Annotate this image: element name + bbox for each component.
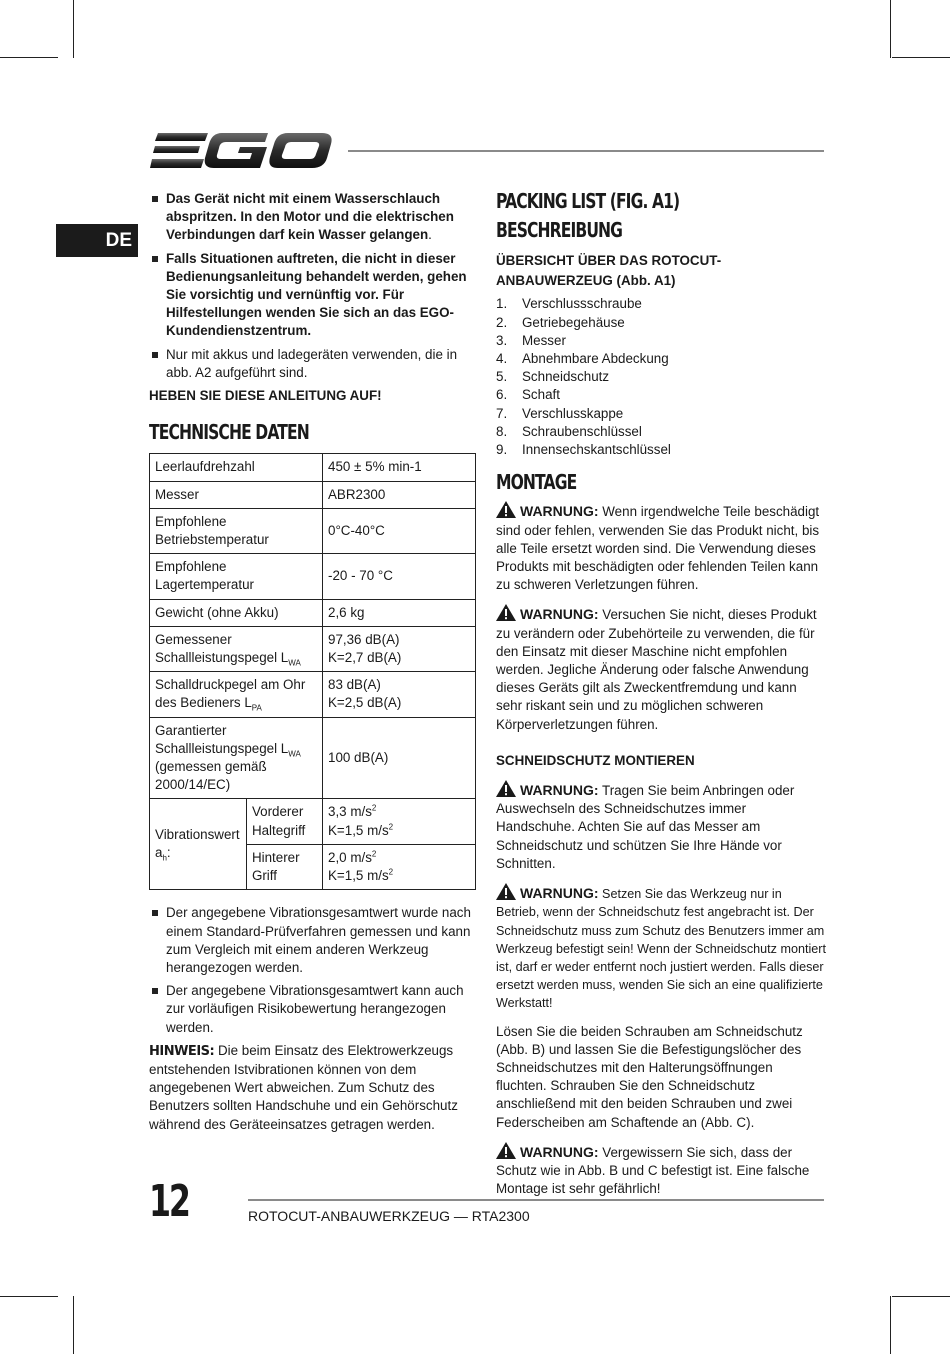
table-row: Hinterer Griff 2,0 $m/s^2$ K=1,5 $m/s^2$ — [150, 844, 476, 889]
right-column — [496, 190, 826, 1198]
list-item — [496, 405, 826, 423]
description-heading: BESCHREIBUNG — [496, 218, 623, 243]
list-item-text: Getriebegehäuse — [522, 314, 625, 330]
footer-title: ROTOCUT-ANBAUWERKZEUG — RTA2300 — [248, 1208, 530, 1224]
instruction-paragraph: Lösen Sie die beiden Schrauben am Schneidschutz (Abb. B) und lassen Sie die Befestigungslöcher des Schneidschutzes mit den Halterungsöffnungen fluchten. Schrauben Sie den Schneidschutz anschließend mit den beiden Schrauben und zwei Federscheiben am Schaftende an (Abb. C). — [496, 1023, 803, 1130]
table-row: Messer ABR2300 — [150, 481, 476, 508]
crop-mark — [73, 0, 74, 58]
list-item-number: 6. — [496, 387, 508, 403]
left-column — [149, 190, 476, 1134]
warning-paragraph: WARNUNG: Versuchen Sie nicht, dieses Produkt zu verändern oder Zubehörteile zu verwenden, die für den Einsatz mit dieser Maschine nicht empfohlen werden. Jegliche Änderung oder falsche Anwendung dieses Geräts gilt als Zweckentfremdung und kann sehr riskant sein und zu möglichen schweren Körperverletzungen führen. — [496, 606, 817, 732]
warning-icon — [496, 1142, 516, 1159]
ego-logo — [150, 130, 332, 172]
montage-heading: MONTAGE — [496, 470, 577, 495]
table-row: Schalldruckpegel am Ohr des Bedieners $L_{PA}$ 83 dB(A) K=2,5 dB(A) — [150, 672, 476, 717]
warning-label: WARNUNG: — [520, 606, 599, 623]
note-label: HINWEIS: — [149, 1043, 215, 1059]
list-item-number: 3. — [496, 332, 508, 348]
warning-label: WARNUNG: — [520, 885, 599, 902]
spec-table — [149, 453, 476, 890]
list-item-number: 5. — [496, 369, 508, 385]
list-item-text: Verschlussschraube — [522, 296, 642, 312]
table-row: Garantierter Schallleistungspegel $L_{WA}$ (gemessen gemäß 2000/14/EC) 100 dB(A) — [150, 717, 476, 799]
crop-mark — [890, 1296, 891, 1354]
keep-instructions-note: HEBEN SIE DIESE ANLEITUNG AUF! — [149, 388, 382, 404]
note-paragraph: HINWEIS: Die beim Einsatz des Elektrowerkzeugs entstehenden Istvibrationen können von dem angegebenen Wert abweichen. Zum Schutz des Benutzers sollten Handschuhe und ein Gehörschutz während des Geräteeinsatzes getragen werden. — [149, 1042, 458, 1132]
warning-label: WARNUNG: — [520, 503, 599, 520]
crop-mark — [892, 57, 950, 58]
list-item-number: 7. — [496, 405, 508, 421]
footer-rule — [248, 1199, 824, 1201]
warning-paragraph: WARNUNG: Vergewissern Sie sich, dass der Schutz wie in Abb. B und C befestigt ist. Eine falsche Montage ist sehr gefährlich! — [496, 1143, 810, 1197]
table-row: Gemessener Schallleistungspegel $L_{WA}$ 97,36 dB(A) K=2,7 dB(A) — [150, 626, 476, 671]
overview-heading: ÜBERSICHT ÜBER DAS ROTOCUT-ANBAUWERZEUG (Abb. A1) — [496, 253, 722, 289]
guard-heading: SCHNEIDSCHUTZ MONTIEREN — [496, 752, 695, 768]
list-item-number: 4. — [496, 351, 508, 367]
table-row: Empfohlene Betriebstemperatur 0°C-40°C — [150, 508, 476, 553]
list-item: Der angegebene Vibrationsgesamtwert kann auch zur vorläufigen Risikobewertung herangezogen werden. — [149, 982, 476, 1037]
warning-icon — [496, 501, 516, 518]
page-number: 12 — [149, 1176, 189, 1227]
table-row: Leerlaufdrehzahl 450 ± 5% min-1 — [150, 454, 476, 481]
warning-paragraph: WARNUNG: Tragen Sie beim Anbringen oder Auswechseln des Schneidschutzes immer Handschuhe. Achten Sie auf das Messer am Schneidschutz und schützen Sie Ihre Hände vor Schnitten. — [496, 782, 795, 871]
list-item — [496, 314, 826, 332]
list-item: Nur mit akkus und ladegeräten verwenden, die in abb. A2 aufgeführt sind. — [149, 346, 476, 382]
warning-label: WARNUNG: — [520, 1143, 599, 1160]
list-item: Das Gerät nicht mit einem Wasserschlauch abspritzen. In den Motor und die elektrischen Verbindungen darf kein Wasser gelangen. — [149, 190, 476, 245]
list-item-text: Schaft — [522, 387, 560, 403]
list-item — [496, 441, 826, 459]
list-item — [496, 423, 826, 441]
list-item-text: Schneidschutz — [522, 369, 610, 385]
warning-icon — [496, 780, 516, 797]
warning-icon — [496, 604, 516, 621]
list-item: Falls Situationen auftreten, die nicht in dieser Bedienungsanleitung behandelt werden, gehen Sie vorsichtig und vernünftig vor. Für Hilfestellungen wenden Sie sich an das EGO-Kundendienstzentrum. — [149, 250, 476, 341]
header-rule — [348, 150, 824, 152]
list-item-text: Verschlusskappe — [522, 405, 624, 421]
list-item-number: 2. — [496, 314, 508, 330]
crop-mark — [892, 1296, 950, 1297]
list-item-text: Abnehmbare Abdeckung — [522, 351, 669, 367]
language-tab: DE — [56, 224, 138, 257]
list-item — [496, 368, 826, 386]
list-item — [496, 386, 826, 404]
list-item: Der angegebene Vibrationsgesamtwert wurde nach einem Standard-Prüfverfahren gemessen und kann zum Vergleich mit einem anderen Werkzeug herangezogen werden. — [149, 904, 476, 977]
table-row: Gewicht (ohne Akku) 2,6 kg — [150, 599, 476, 626]
list-item-text: Schraubenschlüssel — [522, 423, 642, 439]
list-item-text: Messer — [522, 332, 566, 348]
list-item-text: Innensechskantschlüssel — [522, 442, 671, 458]
crop-mark — [73, 1296, 74, 1354]
warning-label: WARNUNG: — [520, 782, 599, 799]
crop-mark — [890, 0, 891, 58]
list-item-number: 8. — [496, 423, 508, 439]
parts-list — [496, 295, 826, 459]
packing-list-heading: PACKING LIST (FIG. A1) — [496, 189, 680, 213]
table-row: Vibrationswert $a_h$: Vorderer Haltegriff 3,3 $m/s^2$ K=1,5 $m/s^2$ — [150, 799, 476, 844]
list-item-number: 1. — [496, 296, 508, 312]
list-item-number: 9. — [496, 442, 508, 458]
list-item — [496, 350, 826, 368]
warning-paragraph: WARNUNG: Setzen Sie das Werkzeug nur in Betrieb, wenn der Schneidschutz fest angebracht ist. Der Schneidschutz muss zum Schutz des Benutzers immer am Werkzeug befestigt sein! Wenn der Schneidschutz montiert ist, darf er weder entfernt noch justiert werden. Falls dieser ersetzt werden muss, wenden Sie sich an eine qualifizierte Werkstatt! — [496, 885, 826, 1011]
table-row: Empfohlene Lagertemperatur -20 - 70 °C — [150, 554, 476, 599]
list-item — [496, 295, 826, 313]
crop-mark — [0, 1296, 58, 1297]
list-item — [496, 332, 826, 350]
warning-paragraph: WARNUNG: Wenn irgendwelche Teile beschädigt sind oder fehlen, verwenden Sie das Produkt nicht, bis alle Teile ersetzt worden sind. Die Verwendung dieses Produkts mit beschädigten oder fehlenden Teilen kann zu schweren Verletzungen führen. — [496, 503, 820, 593]
crop-mark — [0, 57, 58, 58]
technical-data-heading: TECHNISCHE DATEN — [149, 420, 309, 445]
warning-icon — [496, 883, 516, 900]
